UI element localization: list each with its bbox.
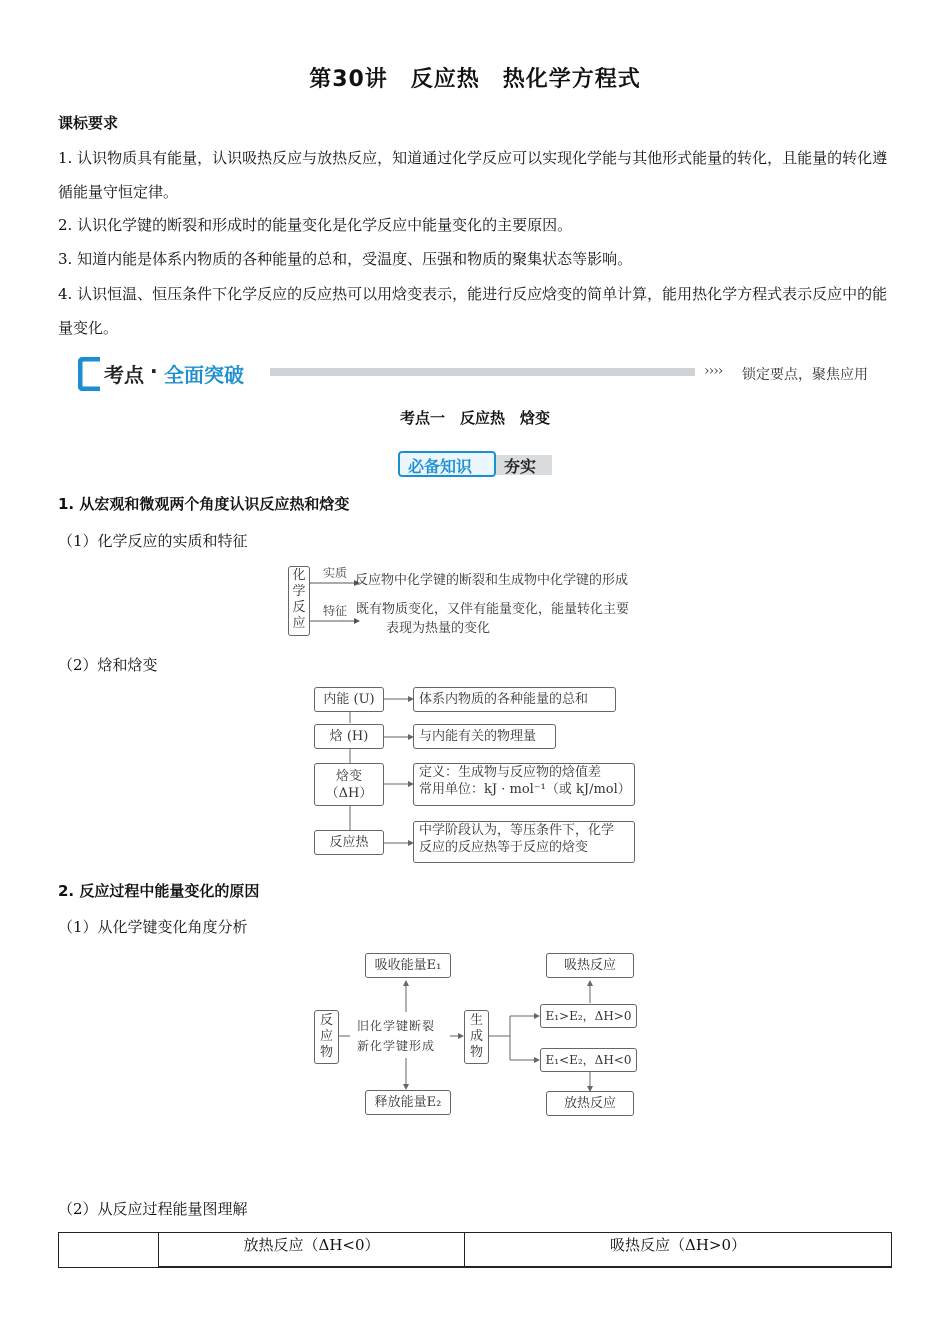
label-essence: 实质 [323, 566, 348, 580]
reactant-box: 反 应 物 [314, 1010, 339, 1064]
feature-text-1: 既有物质变化，又伴有能量变化，能量转化主要 [356, 602, 630, 617]
condition-exothermic: E₁<E₂，ΔH<0 [540, 1048, 637, 1072]
curriculum-item-2: 2. 认识化学键的断裂和形成时的能量变化是化学反应中能量变化的主要原因。 [58, 216, 573, 234]
banner-arrows: ›››› [704, 363, 723, 379]
absorb-energy-box: 吸收能量E₁ [365, 953, 451, 978]
node-enthalpy: 焓 (H) [314, 724, 384, 749]
diagram1-left-box: 化 学 反 应 [292, 568, 306, 631]
tag-label-b: 夯实 [504, 457, 537, 476]
desc-reaction-heat: 中学阶段认为，等压条件下，化学 反应的反应热等于反应的焓变 [413, 821, 635, 863]
banner-dot: · [150, 359, 158, 383]
condition-endothermic: E₁>E₂，ΔH>0 [540, 1004, 637, 1028]
endothermic-box: 吸热反应 [546, 953, 634, 978]
page-title: 第30讲 反应热 热化学方程式 [309, 67, 641, 92]
part1-sub2: （2）焓和焓变 [58, 656, 158, 674]
curriculum-item-4: 4. 认识恒温、恒压条件下化学反应的反应热可以用焓变表示，能进行反应焓变的简单计算，能用热化学方程式表示反应中的能量变化。 [58, 285, 888, 337]
section-title: 考点一 反应热 焓变 [399, 409, 550, 427]
reaction-essence-diagram [288, 563, 668, 639]
banner-right-text: 锁定要点，聚焦应用 [742, 367, 868, 383]
form-bonds-text: 新化学键形成 [357, 1039, 436, 1053]
desc-internal-energy: 体系内物质的各种能量的总和 [413, 687, 616, 712]
essence-text: 反应物中化学键的断裂和生成物中化学键的形成 [355, 573, 629, 588]
banner-bracket-icon [78, 357, 104, 391]
knowledge-tag [398, 451, 554, 479]
part2-sub2: （2）从反应过程能量图理解 [58, 1200, 248, 1218]
release-energy-box: 释放能量E₂ [365, 1090, 451, 1115]
desc-enthalpy: 与内能有关的物理量 [413, 724, 556, 749]
curriculum-heading: 课标要求 [58, 114, 119, 132]
curriculum-item-1: 1. 认识物质具有能量，认识吸热反应与放热反应，知道通过化学反应可以实现化学能与其他形式能量的转化，且能量的转化遵循能量守恒定律。 [58, 149, 888, 201]
banner-label-b: 全面突破 [164, 363, 244, 387]
tag-label-a: 必备知识 [408, 457, 473, 476]
banner-label-a: 考点 [104, 363, 144, 387]
product-box: 生 成 物 [464, 1010, 489, 1064]
table-header-empty [59, 1233, 159, 1267]
node-internal-energy: 内能 (U) [314, 687, 384, 712]
break-bonds-text: 旧化学键断裂 [357, 1019, 436, 1033]
banner-divider [270, 368, 695, 376]
part1-sub1: （1）化学反应的实质和特征 [58, 532, 248, 550]
curriculum-item-3: 3. 知道内能是体系内物质的各种能量的总和，受温度、压强和物质的聚集状态等影响。 [58, 250, 633, 268]
exothermic-box: 放热反应 [546, 1091, 634, 1116]
node-reaction-heat: 反应热 [314, 830, 384, 855]
part1-heading: 1. 从宏观和微观两个角度认识反应热和焓变 [58, 495, 350, 513]
part2-heading: 2. 反应过程中能量变化的原因 [58, 882, 260, 900]
desc-enthalpy-change: 定义：生成物与反应物的焓值差 常用单位：kJ · mol⁻¹（或 kJ/mol） [413, 763, 635, 806]
node-enthalpy-change: 焓变 （ΔH） [314, 763, 384, 806]
energy-diagram-table [58, 1232, 892, 1268]
part2-sub1: （1）从化学键变化角度分析 [58, 918, 248, 936]
feature-text-2: 表现为热量的变化 [386, 621, 491, 636]
label-feature: 特征 [323, 604, 348, 618]
table-header-exothermic: 放热反应（ΔH<0） [159, 1233, 465, 1267]
table-header-endothermic: 吸热反应（ΔH>0） [465, 1233, 891, 1267]
